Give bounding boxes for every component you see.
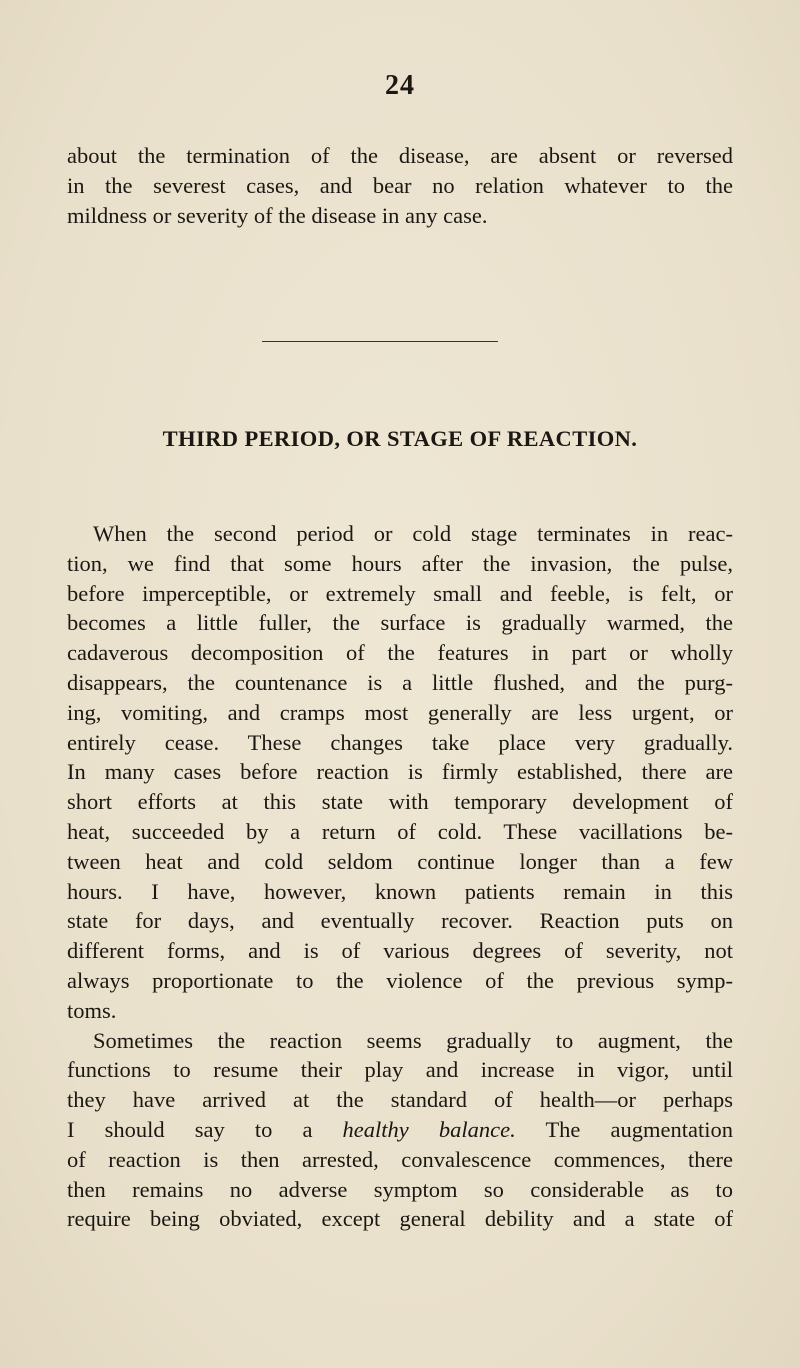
text-line: they have arrived at the standard of health—or perhaps xyxy=(67,1087,733,1113)
text-line: short efforts at this state with temporary development of xyxy=(67,789,733,815)
text-line: before imperceptible, or extremely small and feeble, is felt, or xyxy=(67,580,733,606)
text-line: toms. xyxy=(67,997,117,1023)
text-line: then remains no adverse symptom so considerable as to xyxy=(67,1176,733,1202)
text-line: tion, we find that some hours after the invasion, the pulse, xyxy=(67,550,733,576)
text-span: I should say to a xyxy=(67,1116,343,1142)
text-line: In many cases before reaction is firmly established, there are xyxy=(67,759,733,785)
text-line: always proportionate to the violence of the previous symp- xyxy=(67,967,733,993)
text-line: mildness or severity of the disease in any case. xyxy=(67,202,488,228)
text-line: functions to resume their play and increase in vigor, until xyxy=(67,1057,733,1083)
text-line: about the termination of the disease, are absent or reversed xyxy=(67,143,733,168)
section-divider xyxy=(262,341,498,342)
text-line: tween heat and cold seldom continue longer than a few xyxy=(67,848,733,874)
section-heading: THIRD PERIOD, OR STAGE OF REACTION. xyxy=(162,426,638,451)
text-line: entirely cease. These changes take place very gradually. xyxy=(67,729,733,755)
text-line: require being obviated, except general debility and a state of xyxy=(67,1206,733,1232)
emphasized-phrase: healthy balance. xyxy=(342,1116,516,1142)
text-line-with-emphasis xyxy=(67,1115,733,1145)
text-line: different forms, and is of various degrees of severity, not xyxy=(67,938,733,964)
text-line: of reaction is then arrested, convalescence commences, there xyxy=(67,1146,733,1172)
text-line: disappears, the countenance is a little flushed, and the purg- xyxy=(67,669,733,695)
text-line: becomes a little fuller, the surface is gradually warmed, the xyxy=(67,610,733,636)
page-number: 24 xyxy=(385,70,415,101)
intro-paragraph xyxy=(67,141,733,230)
text-span: The augmentation xyxy=(515,1116,733,1142)
body-text xyxy=(67,519,733,1234)
text-line: heat, succeeded by a return of cold. These vacillations be- xyxy=(67,818,733,844)
text-line: in the severest cases, and bear no relation whatever to the xyxy=(67,172,733,198)
text-line: ing, vomiting, and cramps most generally are less urgent, or xyxy=(67,699,733,725)
text-line: Sometimes the reaction seems gradually to augment, the xyxy=(93,1027,733,1053)
text-line: When the second period or cold stage terminates in reac- xyxy=(93,521,733,546)
text-line: cadaverous decomposition of the features in part or wholly xyxy=(67,640,733,666)
text-line: hours. I have, however, known patients remain in this xyxy=(67,878,733,904)
text-line: state for days, and eventually recover. Reaction puts on xyxy=(67,908,733,934)
